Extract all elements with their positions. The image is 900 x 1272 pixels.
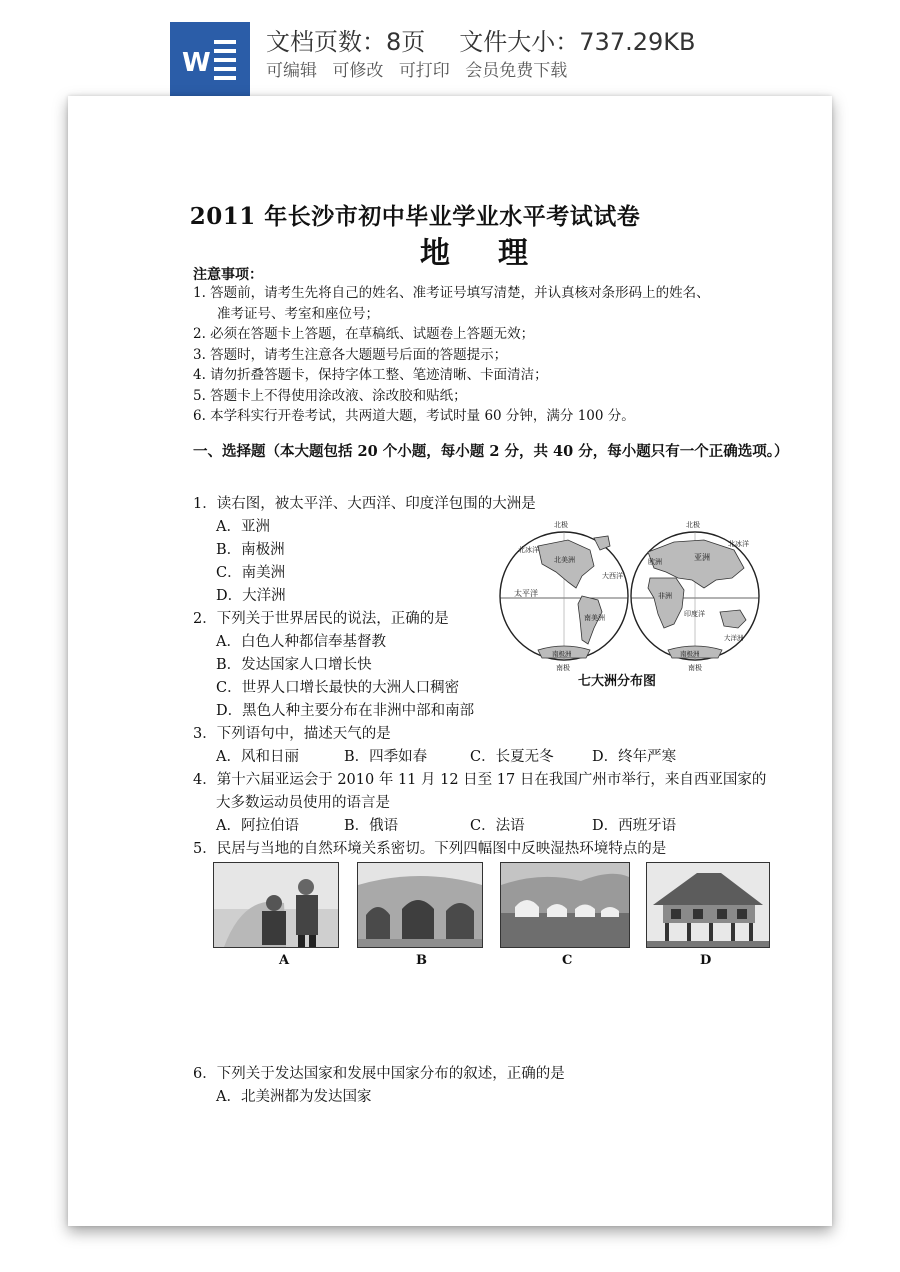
photo-label-a: A <box>279 953 290 968</box>
note-item: 1. 答题前，请考生先将自己的姓名、准考证号填写清楚，并认真核对条形码上的姓名、 <box>193 285 710 301</box>
question-1: 1．读右图，被太平洋、大西洋、印度洋包围的大洲是 <box>193 496 536 512</box>
map-label-antarctica: 南极洲 <box>552 650 572 658</box>
q4-option-a: A．阿拉伯语 <box>216 818 299 834</box>
q2-option-c: C．世界人口增长最快的大洲人口稠密 <box>216 680 460 696</box>
photo-igloo <box>213 862 339 948</box>
photo-stilt-house <box>646 862 770 948</box>
file-info <box>266 22 695 57</box>
photo-label-d: D <box>700 953 712 968</box>
map-label-europe: 欧洲 <box>648 558 662 566</box>
continents-map <box>498 516 763 672</box>
map-label-asia: 亚洲 <box>694 553 710 562</box>
q2-option-a: A．白色人种都信奉基督教 <box>216 634 386 650</box>
q1-option-d: D．大洋洲 <box>216 588 286 604</box>
photo-label-c: C <box>562 953 573 968</box>
section-heading: 一、选择题（本大题包括 20 个小题，每小题 2 分，共 40 分，每小题只有一个正确选项。） <box>193 443 789 460</box>
map-label-antarctica: 南极洲 <box>680 650 700 658</box>
subject-title: 地理 <box>420 236 576 271</box>
notes-heading: 注意事项： <box>193 267 263 283</box>
question-5: 5．民居与当地的自然环境关系密切。下列四幅图中反映湿热环境特点的是 <box>193 841 667 857</box>
feature-modifiable: 可修改 <box>332 61 384 81</box>
map-label-south-pole: 南极 <box>556 664 570 672</box>
note-item: 6. 本学科实行开卷考试，共两道大题，考试时量 60 分钟，满分 100 分。 <box>193 408 635 424</box>
feature-editable: 可编辑 <box>266 61 317 81</box>
feature-list <box>266 56 577 81</box>
q3-option-c: C．长夏无冬 <box>470 749 554 765</box>
map-label-oceania: 大洋洲 <box>724 634 744 642</box>
question-6: 6．下列关于发达国家和发展中国家分布的叙述，正确的是 <box>193 1066 565 1082</box>
note-item-continued: 准考证号、考室和座位号； <box>217 305 379 322</box>
q6-option-a: A．北美洲都为发达国家 <box>216 1089 372 1105</box>
map-label-arctic-ocean: 北冰洋 <box>728 540 749 548</box>
map-label-pacific: 太平洋 <box>514 589 538 598</box>
map-label-south-pole: 南极 <box>688 664 702 672</box>
q4-option-c: C．法语 <box>470 818 525 834</box>
q3-option-b: B．四季如春 <box>344 749 428 765</box>
q1-option-b: B．南极洲 <box>216 542 285 558</box>
exam-title: 2011 年长沙市初中毕业学业水平考试试卷 <box>189 203 641 230</box>
feature-member-download: 会员免费下载 <box>465 61 568 81</box>
q4-option-d: D．西班牙语 <box>592 818 677 834</box>
q1-option-c: C．南美洲 <box>216 565 286 581</box>
q4-options <box>216 814 676 835</box>
notes-list <box>193 283 793 427</box>
feature-printable: 可打印 <box>398 61 450 81</box>
page-count: 文档页数：8页 <box>266 28 426 56</box>
q4-option-b: B．俄语 <box>344 818 399 834</box>
note-item: 5. 答题卡上不得使用涂改液、涂改胶和贴纸； <box>193 387 467 404</box>
map-label-indian-ocean: 印度洋 <box>684 610 705 618</box>
map-label-arctic-ocean: 北冰洋 <box>518 546 539 554</box>
map-label-south-america: 南美洲 <box>584 614 605 622</box>
q3-option-d: D．终年严寒 <box>592 749 677 765</box>
question-4-continued: 大多数运动员使用的语言是 <box>216 795 390 811</box>
photo-yurts <box>500 862 630 948</box>
question-4: 4．第十六届亚运会于 2010 年 11 月 12 日至 17 日在我国广州市举行，来自西亚国家的 <box>193 772 767 788</box>
q3-option-a: A．风和日丽 <box>216 749 299 765</box>
q2-option-d: D．黑色人种主要分布在非洲中部和南部 <box>216 703 475 719</box>
question-2: 2．下列关于世界居民的说法，正确的是 <box>193 611 449 627</box>
photo-label-b: B <box>416 953 427 968</box>
note-item: 2. 必须在答题卡上答题，在草稿纸、试题卷上答题无效； <box>193 326 535 342</box>
note-item: 4. 请勿折叠答题卡，保持字体工整、笔迹清晰、卡面清洁； <box>193 367 548 383</box>
map-label-africa: 非洲 <box>658 592 672 600</box>
photo-cave-dwelling <box>357 862 483 948</box>
note-item: 3. 答题时，请考生注意各大题题号后面的答题提示； <box>193 346 508 363</box>
file-size: 文件大小：737.29KB <box>459 28 696 56</box>
map-label-north-pole: 北极 <box>554 521 568 529</box>
map-label-atlantic: 大西洋 <box>602 572 623 580</box>
download-banner <box>0 0 900 96</box>
question-3: 3．下列语句中，描述天气的是 <box>193 726 391 742</box>
q2-option-b: B．发达国家人口增长快 <box>216 657 372 673</box>
q1-option-a: A．亚洲 <box>216 519 270 535</box>
q3-options <box>216 745 676 766</box>
word-document-icon: W <box>170 22 250 96</box>
map-caption: 七大洲分布图 <box>578 674 657 689</box>
map-label-north-pole: 北极 <box>686 521 700 529</box>
map-label-north-america: 北美洲 <box>554 556 575 564</box>
